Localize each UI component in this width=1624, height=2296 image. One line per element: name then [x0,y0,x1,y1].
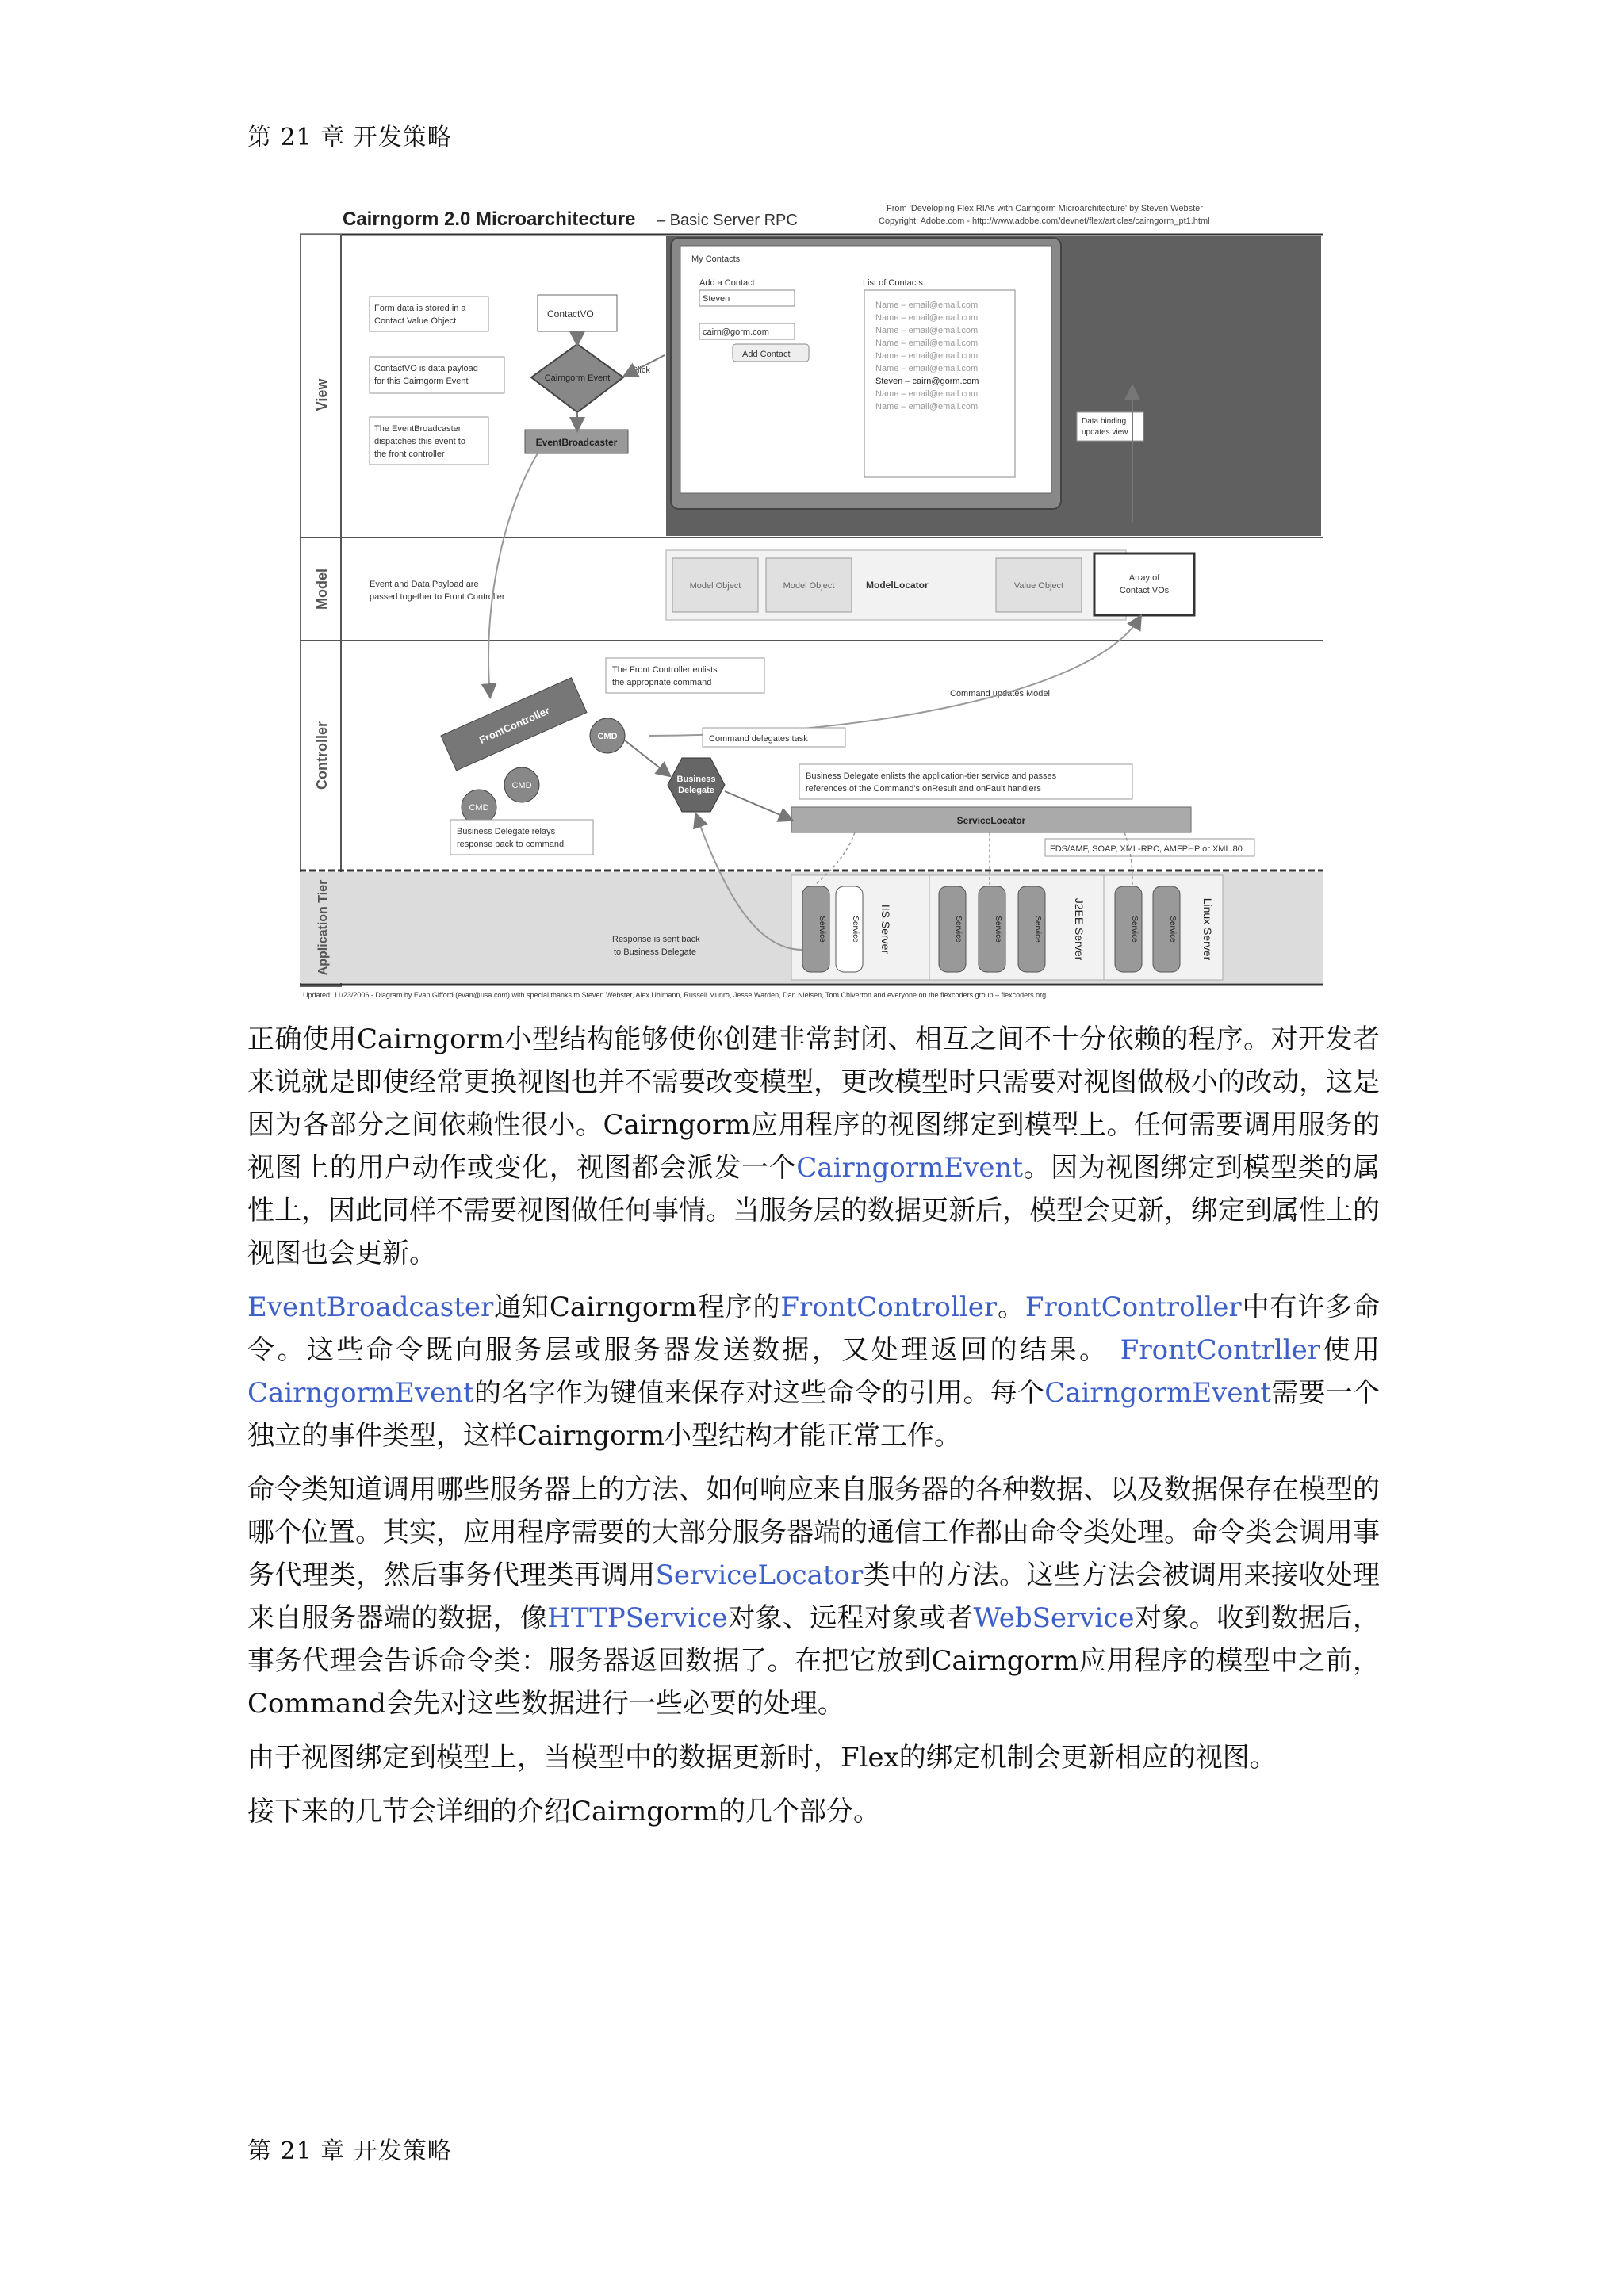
link-httpservice[interactable]: HTTPService [547,1602,728,1634]
link-webservice[interactable]: WebService [973,1602,1135,1634]
iis-server: IIS Server [879,904,892,955]
svg-text:FDS/AMF, SOAP, XML-RPC, AMFPHP: FDS/AMF, SOAP, XML-RPC, AMFPHP or XML.80 [1050,844,1243,854]
svg-text:Data binding: Data binding [1082,417,1127,426]
svg-text:Business Delegate relays: Business Delegate relays [457,827,556,836]
svg-text:Response is sent back: Response is sent back [612,935,700,944]
svg-text:Delegate: Delegate [678,786,714,795]
paragraph-5: 接下来的几节会详细的介绍Cairngorm的几个部分。 [247,1796,881,1827]
link-frontcontrller[interactable]: FrontContrller [1120,1334,1321,1366]
service-locator: ServiceLocator [956,815,1026,826]
body-text [247,1018,1380,1844]
front-controller: FrontController [477,704,552,746]
contacts-list-items [875,300,979,411]
list-label: List of Contacts [863,278,923,288]
svg-text:dispatches this event to: dispatches this event to [374,437,465,446]
business-delegate: Business [676,775,716,784]
svg-text:Form data is stored in a: Form data is stored in a [374,304,466,313]
svg-text:updates view: updates view [1082,428,1128,437]
svg-text:references of the Command's on: references of the Command's onResult and onFault handlers [806,784,1041,794]
diagram-subtitle: – Basic Server RPC [657,212,798,229]
cmd-node: CMD [597,732,618,741]
contactvo-box: ContactVO [547,308,594,320]
link-cairngormevent[interactable]: CairngormEvent [247,1377,474,1409]
contact-item: Name – email@email.com [875,313,979,323]
tier-application: Application Tier [316,879,330,976]
model-object: Model Object [689,581,741,591]
svg-text:to Business Delegate: to Business Delegate [614,947,696,957]
svg-text:Contact Value Object: Contact Value Object [374,316,457,326]
diagram-source-1: From 'Developing Flex RIAs with Cairngorm Microarchitecture' by Steven Webster [887,204,1203,213]
svg-text:Command delegates task: Command delegates task [709,734,808,744]
svg-text:Array of: Array of [1128,573,1160,583]
link-servicelocator[interactable]: ServiceLocator [655,1559,864,1591]
contact-item: Name – email@email.com [875,300,979,310]
svg-text:Event and Data Payload are: Event and Data Payload are [370,580,479,589]
page-header: 第 21 章 开发策略 [247,124,452,151]
contact-item: Name – email@email.com [875,364,979,373]
link-frontcontroller[interactable]: FrontController [1025,1292,1242,1323]
paragraph-1: 正确使用Cairngorm小型结构能够使你创建非常封闭、相互之间不十分依赖的程序。对开发者来说就是即使经常更换视图也并不需要改变模型，更改模型时只需要对视图做极小的改动，这是因为各部分之间依赖性很小。Cairngorm应用程序的视图绑定到模型上。任何需要调用服务的视图上的用户动作或变化，视图都会派发一个CairngormEvent。因为视图绑定到模型类的属性上，因此同样不需要视图做任何事情。当服务层的数据更新后，模型会更新，绑定到属性上的视图也会更新。 [247,1024,1381,1269]
contact-item: Name – email@email.com [875,351,979,361]
service-node: Service [994,916,1002,943]
model-object: Model Object [783,581,835,591]
model-locator: ModelLocator [866,580,929,591]
svg-text:Steven: Steven [703,294,730,304]
service-node: Service [851,916,860,943]
contact-item: Name – email@email.com [875,389,979,399]
diagram-title: Cairngorm 2.0 Microarchitecture [343,209,636,230]
svg-text:The EventBroadcaster: The EventBroadcaster [374,424,462,434]
service-node: Service [954,916,963,943]
service-node: Service [1033,916,1042,943]
service-node: Service [818,916,826,943]
contact-item: Steven – cairn@gorm.com [875,377,979,386]
svg-text:Contact VOs: Contact VOs [1119,586,1170,595]
paragraph-4: 由于视图绑定到模型上，当模型中的数据更新时，Flex的绑定机制会更新相应的视图。 [247,1742,1277,1774]
tier-model: Model [314,568,330,610]
linux-server: Linux Server [1201,897,1214,961]
svg-text:Business Delegate enlists the: Business Delegate enlists the application-tier service and passes [806,771,1057,781]
svg-text:Add Contact: Add Contact [742,350,791,359]
paragraph-2: EventBroadcaster通知Cairngorm程序的FrontController。FrontController中有许多命令。这些命令既向服务层或服务器发送数据，又处理返回的结果。 FrontContrller使用CairngormEvent的名字作为键值来保存对这些命令的引用。每个CairngormEvent需要一个独立的事件类型，这样Cairngorm小型结构才能正常工作。 [247,1292,1381,1452]
cairngorm-diagram [300,189,1327,1002]
paragraph-3: 命令类知道调用哪些服务器上的方法、如何响应来自服务器的各种数据、以及数据保存在模型的哪个位置。其实，应用程序需要的大部分服务器端的通信工作都由命令类处理。命令类会调用事务代理类，然后事务代理类再调用ServiceLocator类中的方法。这些方法会被调用来接收处理来自服务器端的数据，像HTTPService对象、远程对象或者WebService对象。收到数据后，事务代理会告诉命令类：服务器返回数据了。在把它放到Cairngorm应用程序的模型中之前，Command会先对这些数据进行一些必要的处理。 [247,1474,1381,1720]
svg-text:for this Cairngorm Event: for this Cairngorm Event [374,377,469,386]
contact-item: Name – email@email.com [875,402,979,411]
app-panel-title: My Contacts [691,254,741,264]
link-frontcontroller[interactable]: FrontController [780,1292,998,1323]
cmd-node: CMD [469,803,489,813]
cmd-node: CMD [511,781,532,790]
svg-text:cairn@gorm.com: cairn@gorm.com [703,327,769,337]
j2ee-server: J2EE Server [1073,897,1086,961]
svg-text:response back to command: response back to command [457,840,565,849]
event-broadcaster-box: EventBroadcaster [535,437,618,448]
tier-view: View [314,378,330,411]
link-cairngormevent[interactable]: CairngormEvent [796,1152,1024,1184]
service-node: Service [1168,916,1177,943]
svg-text:Command updates Model: Command updates Model [950,689,1050,698]
svg-text:passed together to Front Contr: passed together to Front Controller [370,592,505,602]
service-node: Service [1130,916,1139,943]
link-eventbroadcaster[interactable]: EventBroadcaster [247,1292,494,1323]
diagram-source-2: Copyright: Adobe.com - http://www.adobe.com/devnet/flex/articles/cairngorm_pt1.html [879,216,1210,226]
svg-text:Click: Click [631,365,650,375]
page-footer: 第 21 章 开发策略 [247,2137,452,2165]
svg-text:the appropriate command: the appropriate command [612,678,712,687]
svg-text:the front controller: the front controller [374,450,445,459]
value-object: Value Object [1013,581,1064,591]
diagram-credits: Updated: 11/23/2006 - Diagram by Evan Gifford (evan@usa.com) with special thanks to Steven Webster, Alex Uhlmann, Russell Munro, Jesse Warden, Dan Nielsen, Tom Chiverton and everyone on the flexcoders group – flexcoders.org [303,991,1047,999]
tier-controller: Controller [314,721,330,790]
link-cairngormevent[interactable]: CairngormEvent [1044,1377,1271,1409]
contact-item: Name – email@email.com [875,326,979,335]
contact-item: Name – email@email.com [875,339,979,348]
svg-text:The Front Controller enlists: The Front Controller enlists [612,665,718,675]
add-contact-label: Add a Contact: [699,278,757,288]
cairngorm-event: Cairngorm Event [544,373,611,383]
svg-text:ContactVO is data payload: ContactVO is data payload [374,364,478,373]
